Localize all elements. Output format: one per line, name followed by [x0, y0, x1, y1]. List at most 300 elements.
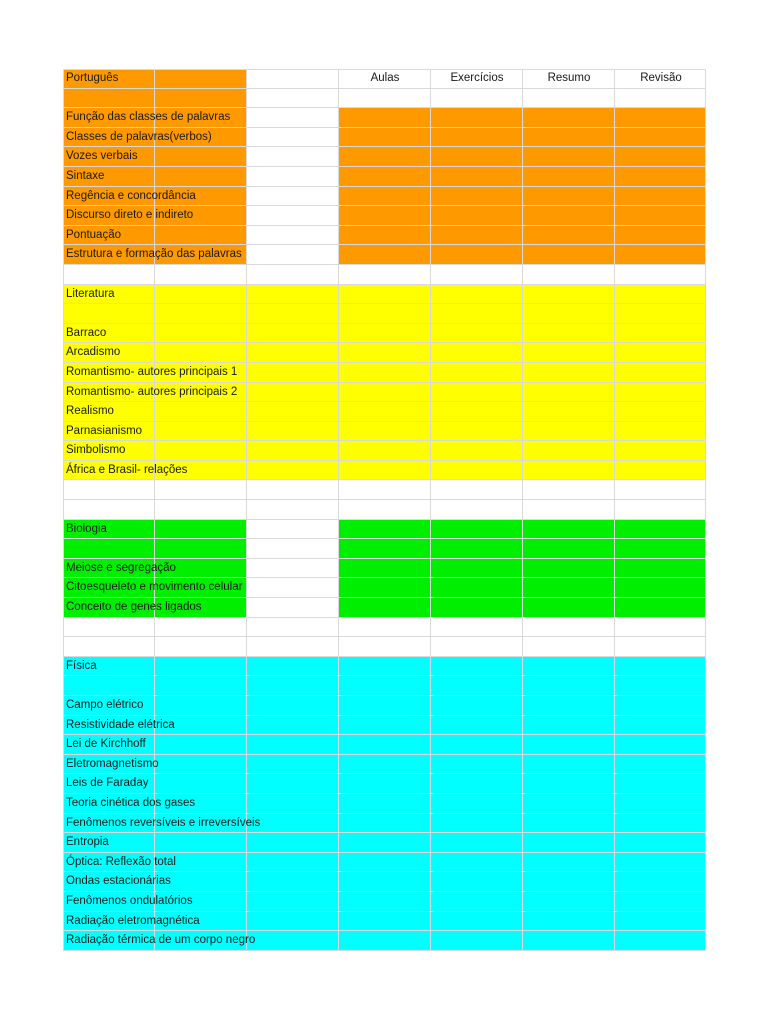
sheet-cell[interactable] [523, 814, 615, 834]
sheet-cell[interactable] [523, 755, 615, 775]
sheet-cell[interactable] [155, 108, 247, 128]
sheet-cell[interactable] [523, 500, 615, 520]
sheet-cell[interactable] [431, 774, 523, 794]
sheet-cell[interactable] [339, 206, 431, 226]
sheet-cell[interactable] [63, 187, 155, 207]
sheet-cell[interactable] [247, 147, 339, 167]
sheet-cell[interactable] [523, 931, 615, 951]
sheet-cell[interactable] [63, 559, 155, 579]
sheet-cell[interactable] [339, 618, 431, 638]
sheet-cell[interactable] [247, 206, 339, 226]
sheet-cell[interactable] [523, 520, 615, 540]
sheet-cell[interactable] [431, 89, 523, 109]
sheet-cell[interactable] [247, 794, 339, 814]
sheet-cell[interactable] [523, 912, 615, 932]
sheet-cell[interactable] [155, 206, 247, 226]
sheet-cell[interactable] [155, 696, 247, 716]
sheet-cell[interactable] [247, 461, 339, 481]
sheet-cell[interactable] [247, 931, 339, 951]
sheet-cell[interactable] [523, 833, 615, 853]
sheet-cell[interactable] [431, 833, 523, 853]
sheet-cell[interactable] [431, 520, 523, 540]
sheet-cell[interactable] [431, 755, 523, 775]
sheet-cell[interactable] [615, 265, 706, 285]
sheet-cell[interactable] [339, 128, 431, 148]
sheet-cell[interactable] [247, 422, 339, 442]
sheet-cell[interactable] [615, 735, 706, 755]
sheet-cell[interactable] [247, 598, 339, 618]
sheet-cell[interactable] [247, 735, 339, 755]
sheet-cell[interactable] [431, 206, 523, 226]
sheet-cell[interactable] [63, 226, 155, 246]
sheet-cell[interactable] [155, 598, 247, 618]
sheet-cell[interactable] [63, 245, 155, 265]
sheet-cell[interactable] [63, 89, 155, 109]
sheet-cell[interactable] [523, 147, 615, 167]
sheet-cell[interactable] [523, 578, 615, 598]
sheet-cell[interactable] [431, 559, 523, 579]
sheet-cell[interactable] [523, 735, 615, 755]
sheet-cell[interactable] [431, 265, 523, 285]
sheet-cell[interactable] [523, 265, 615, 285]
sheet-cell[interactable] [615, 872, 706, 892]
sheet-cell[interactable] [63, 598, 155, 618]
sheet-cell[interactable] [523, 324, 615, 344]
sheet-cell[interactable] [247, 774, 339, 794]
sheet-cell[interactable] [523, 598, 615, 618]
sheet-cell[interactable] [523, 539, 615, 559]
sheet-cell[interactable] [523, 696, 615, 716]
sheet-cell[interactable] [247, 304, 339, 324]
sheet-cell[interactable] [339, 539, 431, 559]
sheet-cell[interactable] [247, 578, 339, 598]
sheet-cell[interactable] [63, 696, 155, 716]
sheet-cell[interactable] [615, 598, 706, 618]
sheet-cell[interactable] [523, 206, 615, 226]
sheet-cell[interactable] [339, 402, 431, 422]
sheet-cell[interactable] [247, 676, 339, 696]
sheet-cell[interactable] [155, 422, 247, 442]
sheet-cell[interactable] [155, 480, 247, 500]
sheet-cell[interactable] [523, 559, 615, 579]
sheet-cell[interactable] [523, 402, 615, 422]
sheet-cell[interactable] [615, 892, 706, 912]
sheet-cell[interactable] [431, 167, 523, 187]
sheet-cell[interactable] [431, 147, 523, 167]
sheet-cell[interactable] [523, 794, 615, 814]
sheet-cell[interactable] [339, 578, 431, 598]
sheet-cell[interactable] [339, 735, 431, 755]
sheet-cell[interactable] [247, 716, 339, 736]
sheet-cell[interactable] [339, 422, 431, 442]
sheet-cell[interactable] [339, 383, 431, 403]
sheet-cell[interactable] [431, 363, 523, 383]
sheet-cell[interactable] [615, 696, 706, 716]
sheet-cell[interactable] [615, 245, 706, 265]
sheet-cell[interactable] [63, 716, 155, 736]
sheet-cell[interactable] [339, 833, 431, 853]
sheet-cell[interactable] [523, 226, 615, 246]
sheet-cell[interactable] [247, 814, 339, 834]
sheet-cell[interactable] [523, 676, 615, 696]
sheet-cell[interactable] [63, 343, 155, 363]
sheet-cell[interactable] [63, 285, 155, 305]
sheet-cell[interactable] [155, 402, 247, 422]
sheet-cell[interactable] [63, 618, 155, 638]
sheet-cell[interactable] [247, 187, 339, 207]
sheet-cell[interactable] [155, 774, 247, 794]
sheet-cell[interactable] [155, 245, 247, 265]
sheet-cell[interactable] [247, 480, 339, 500]
sheet-cell[interactable] [247, 912, 339, 932]
sheet-cell[interactable] [155, 343, 247, 363]
sheet-cell[interactable] [523, 441, 615, 461]
sheet-cell[interactable] [63, 892, 155, 912]
sheet-cell[interactable] [523, 245, 615, 265]
sheet-cell[interactable] [155, 539, 247, 559]
sheet-cell[interactable] [63, 441, 155, 461]
sheet-cell[interactable] [63, 735, 155, 755]
sheet-cell[interactable] [339, 657, 431, 677]
sheet-cell[interactable] [431, 304, 523, 324]
sheet-cell[interactable] [615, 559, 706, 579]
sheet-cell[interactable] [615, 912, 706, 932]
sheet-cell[interactable] [615, 618, 706, 638]
sheet-cell[interactable] [523, 304, 615, 324]
sheet-cell[interactable] [155, 304, 247, 324]
sheet-cell[interactable] [431, 814, 523, 834]
sheet-cell[interactable] [431, 676, 523, 696]
sheet-cell[interactable] [339, 363, 431, 383]
sheet-cell[interactable] [523, 853, 615, 873]
sheet-cell[interactable] [431, 461, 523, 481]
sheet-cell[interactable] [63, 265, 155, 285]
sheet-cell[interactable] [339, 676, 431, 696]
sheet-cell[interactable] [523, 892, 615, 912]
sheet-cell[interactable] [63, 755, 155, 775]
sheet-cell[interactable] [63, 108, 155, 128]
sheet-cell[interactable] [247, 363, 339, 383]
sheet-cell[interactable] [339, 187, 431, 207]
sheet-cell[interactable] [155, 578, 247, 598]
sheet-cell[interactable] [431, 441, 523, 461]
sheet-cell[interactable] [247, 108, 339, 128]
sheet-cell[interactable] [63, 520, 155, 540]
sheet-cell[interactable] [615, 716, 706, 736]
sheet-cell[interactable] [247, 618, 339, 638]
sheet-cell[interactable] [523, 422, 615, 442]
sheet-cell[interactable] [339, 892, 431, 912]
sheet-cell[interactable] [523, 716, 615, 736]
sheet-cell[interactable] [339, 441, 431, 461]
sheet-cell[interactable] [523, 343, 615, 363]
sheet-cell[interactable] [247, 324, 339, 344]
sheet-cell[interactable] [155, 931, 247, 951]
sheet-cell[interactable] [339, 304, 431, 324]
sheet-cell[interactable] [339, 461, 431, 481]
sheet-cell[interactable] [247, 520, 339, 540]
sheet-cell[interactable] [247, 402, 339, 422]
sheet-cell[interactable] [339, 226, 431, 246]
sheet-cell[interactable] [155, 441, 247, 461]
sheet-cell[interactable] [247, 343, 339, 363]
sheet-cell[interactable] [63, 147, 155, 167]
sheet-cell[interactable] [615, 285, 706, 305]
sheet-cell[interactable] [523, 167, 615, 187]
sheet-cell[interactable] [247, 441, 339, 461]
sheet-cell[interactable] [615, 578, 706, 598]
sheet-cell[interactable] [339, 559, 431, 579]
sheet-cell[interactable] [615, 108, 706, 128]
sheet-cell[interactable] [431, 637, 523, 657]
sheet-cell[interactable] [339, 716, 431, 736]
sheet-cell[interactable] [247, 657, 339, 677]
sheet-cell[interactable] [247, 69, 339, 89]
sheet-cell[interactable] [247, 167, 339, 187]
sheet-cell[interactable] [63, 931, 155, 951]
sheet-cell[interactable] [63, 539, 155, 559]
sheet-cell[interactable] [431, 187, 523, 207]
sheet-cell[interactable] [63, 324, 155, 344]
sheet-cell[interactable] [615, 480, 706, 500]
sheet-cell[interactable] [431, 539, 523, 559]
sheet-cell[interactable] [155, 226, 247, 246]
sheet-cell[interactable] [431, 402, 523, 422]
sheet-cell[interactable] [339, 167, 431, 187]
sheet-cell[interactable] [63, 814, 155, 834]
sheet-cell[interactable] [247, 872, 339, 892]
sheet-cell[interactable] [63, 402, 155, 422]
sheet-cell[interactable] [247, 265, 339, 285]
sheet-cell[interactable] [63, 422, 155, 442]
sheet-cell[interactable] [339, 324, 431, 344]
sheet-cell[interactable] [155, 872, 247, 892]
sheet-cell[interactable] [339, 265, 431, 285]
sheet-cell[interactable] [247, 539, 339, 559]
sheet-cell[interactable] [431, 931, 523, 951]
sheet-cell[interactable] [431, 324, 523, 344]
sheet-cell[interactable] [155, 657, 247, 677]
sheet-cell[interactable] [339, 755, 431, 775]
sheet-cell[interactable] [339, 500, 431, 520]
sheet-cell[interactable] [63, 794, 155, 814]
sheet-cell[interactable] [615, 167, 706, 187]
sheet-cell[interactable] [155, 676, 247, 696]
sheet-cell[interactable] [155, 128, 247, 148]
sheet-cell[interactable] [523, 187, 615, 207]
sheet-cell[interactable] [431, 285, 523, 305]
sheet-cell[interactable] [523, 480, 615, 500]
sheet-cell[interactable] [339, 520, 431, 540]
sheet-cell[interactable] [615, 343, 706, 363]
sheet-cell[interactable] [63, 128, 155, 148]
sheet-cell[interactable] [615, 931, 706, 951]
sheet-cell[interactable] [155, 618, 247, 638]
sheet-cell[interactable] [63, 774, 155, 794]
sheet-cell[interactable] [63, 853, 155, 873]
sheet-cell[interactable] [155, 735, 247, 755]
sheet-cell[interactable] [431, 696, 523, 716]
sheet-cell[interactable] [523, 285, 615, 305]
sheet-cell[interactable] [523, 363, 615, 383]
sheet-cell[interactable] [615, 304, 706, 324]
sheet-cell[interactable] [247, 755, 339, 775]
sheet-cell[interactable] [523, 108, 615, 128]
sheet-cell[interactable] [523, 774, 615, 794]
sheet-cell[interactable] [615, 755, 706, 775]
sheet-cell[interactable] [431, 480, 523, 500]
sheet-cell[interactable] [155, 559, 247, 579]
sheet-cell[interactable] [155, 637, 247, 657]
sheet-cell[interactable] [155, 167, 247, 187]
sheet-cell[interactable] [63, 206, 155, 226]
sheet-cell[interactable] [247, 696, 339, 716]
sheet-cell[interactable] [63, 500, 155, 520]
sheet-cell[interactable] [155, 187, 247, 207]
sheet-cell[interactable] [339, 853, 431, 873]
sheet-cell[interactable] [155, 755, 247, 775]
sheet-cell[interactable] [155, 500, 247, 520]
sheet-cell[interactable] [63, 657, 155, 677]
sheet-cell[interactable] [339, 598, 431, 618]
sheet-cell[interactable] [431, 618, 523, 638]
sheet-cell[interactable] [615, 206, 706, 226]
sheet-cell[interactable] [431, 108, 523, 128]
sheet-cell[interactable] [339, 245, 431, 265]
sheet-cell[interactable] [615, 657, 706, 677]
sheet-cell[interactable] [615, 128, 706, 148]
sheet-cell[interactable] [615, 187, 706, 207]
sheet-cell[interactable] [431, 422, 523, 442]
sheet-cell[interactable] [247, 285, 339, 305]
sheet-cell[interactable] [431, 657, 523, 677]
sheet-cell[interactable] [63, 383, 155, 403]
sheet-cell[interactable] [431, 383, 523, 403]
sheet-cell[interactable] [155, 716, 247, 736]
sheet-cell[interactable] [63, 676, 155, 696]
sheet-cell[interactable] [155, 285, 247, 305]
sheet-cell[interactable] [247, 89, 339, 109]
sheet-cell[interactable] [339, 872, 431, 892]
sheet-cell[interactable] [431, 226, 523, 246]
sheet-cell[interactable] [615, 89, 706, 109]
sheet-cell[interactable] [431, 794, 523, 814]
sheet-cell[interactable] [615, 147, 706, 167]
sheet-cell[interactable] [615, 637, 706, 657]
sheet-cell[interactable] [339, 147, 431, 167]
sheet-cell[interactable] [155, 69, 247, 89]
sheet-cell[interactable] [155, 363, 247, 383]
sheet-cell[interactable] [615, 774, 706, 794]
sheet-cell[interactable] [247, 892, 339, 912]
sheet-cell[interactable] [431, 598, 523, 618]
sheet-cell[interactable] [63, 578, 155, 598]
sheet-cell[interactable] [339, 774, 431, 794]
sheet-cell[interactable] [155, 520, 247, 540]
sheet-cell[interactable] [523, 128, 615, 148]
sheet-cell[interactable] [247, 853, 339, 873]
sheet-cell[interactable] [63, 637, 155, 657]
sheet-cell[interactable] [339, 480, 431, 500]
sheet-cell[interactable] [431, 245, 523, 265]
sheet-cell[interactable] [615, 324, 706, 344]
sheet-cell[interactable] [339, 108, 431, 128]
sheet-cell[interactable] [63, 912, 155, 932]
sheet-cell[interactable] [615, 539, 706, 559]
sheet-cell[interactable] [339, 912, 431, 932]
sheet-cell[interactable] [431, 892, 523, 912]
sheet-cell[interactable] [523, 383, 615, 403]
sheet-cell[interactable] [155, 147, 247, 167]
sheet-cell[interactable] [431, 500, 523, 520]
sheet-cell[interactable] [431, 578, 523, 598]
sheet-cell[interactable] [155, 912, 247, 932]
sheet-cell[interactable] [615, 422, 706, 442]
sheet-cell[interactable] [247, 637, 339, 657]
sheet-cell[interactable] [523, 618, 615, 638]
sheet-cell[interactable] [431, 128, 523, 148]
sheet-cell[interactable] [247, 833, 339, 853]
sheet-cell[interactable] [63, 872, 155, 892]
sheet-cell[interactable] [155, 833, 247, 853]
sheet-cell[interactable] [339, 931, 431, 951]
sheet-cell[interactable] [615, 461, 706, 481]
sheet-cell[interactable] [63, 167, 155, 187]
sheet-cell[interactable] [339, 794, 431, 814]
sheet-cell[interactable] [615, 676, 706, 696]
sheet-cell[interactable] [431, 735, 523, 755]
sheet-cell[interactable] [155, 461, 247, 481]
sheet-cell[interactable] [63, 363, 155, 383]
sheet-cell[interactable] [431, 716, 523, 736]
sheet-cell[interactable] [615, 853, 706, 873]
sheet-cell[interactable] [615, 794, 706, 814]
sheet-cell[interactable] [63, 461, 155, 481]
sheet-cell[interactable] [247, 500, 339, 520]
sheet-cell[interactable] [339, 696, 431, 716]
sheet-cell[interactable] [615, 814, 706, 834]
sheet-cell[interactable] [615, 383, 706, 403]
sheet-cell[interactable] [615, 402, 706, 422]
sheet-cell[interactable] [247, 128, 339, 148]
sheet-cell[interactable] [155, 265, 247, 285]
sheet-cell[interactable] [247, 226, 339, 246]
sheet-cell[interactable] [155, 814, 247, 834]
sheet-cell[interactable] [523, 89, 615, 109]
sheet-cell[interactable] [339, 343, 431, 363]
sheet-cell[interactable] [615, 226, 706, 246]
sheet-cell[interactable] [63, 69, 155, 89]
sheet-cell[interactable] [431, 872, 523, 892]
sheet-cell[interactable] [247, 245, 339, 265]
sheet-cell[interactable] [615, 520, 706, 540]
sheet-cell[interactable] [523, 872, 615, 892]
sheet-cell[interactable] [431, 853, 523, 873]
sheet-cell[interactable] [63, 833, 155, 853]
sheet-cell[interactable] [339, 89, 431, 109]
sheet-cell[interactable] [247, 383, 339, 403]
sheet-cell[interactable] [155, 794, 247, 814]
sheet-cell[interactable] [155, 324, 247, 344]
sheet-cell[interactable] [615, 363, 706, 383]
sheet-cell[interactable] [339, 814, 431, 834]
sheet-cell[interactable] [339, 285, 431, 305]
sheet-cell[interactable] [247, 559, 339, 579]
sheet-cell[interactable] [615, 833, 706, 853]
sheet-cell[interactable] [155, 383, 247, 403]
sheet-cell[interactable] [523, 637, 615, 657]
sheet-cell[interactable] [523, 461, 615, 481]
